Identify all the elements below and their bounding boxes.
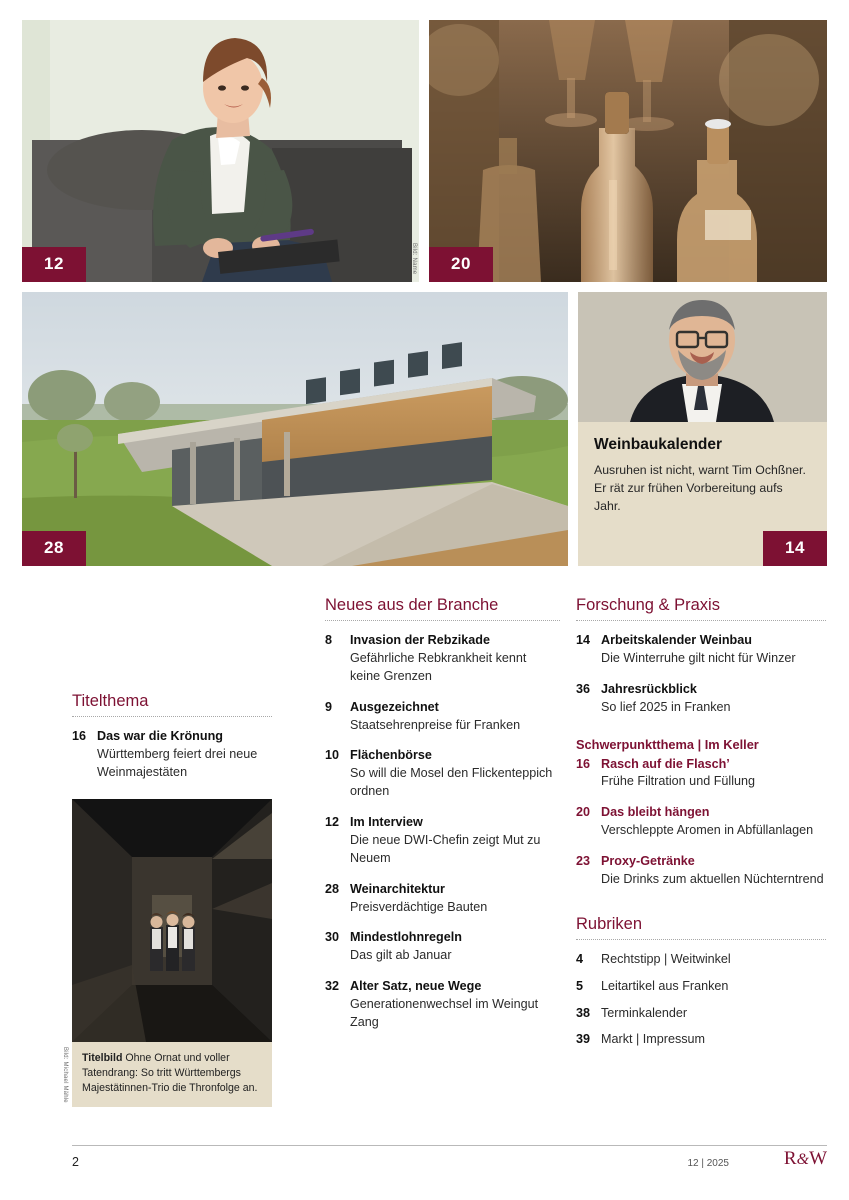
entry-page: 32	[325, 979, 340, 994]
ochsner-portrait-graphic	[578, 292, 827, 422]
entry-title: Ausgezeichnet	[350, 699, 439, 714]
entry-text	[601, 804, 826, 840]
entry-subtitle: Frühe Filtration und Füllung	[601, 774, 756, 789]
toc-entry[interactable]	[576, 632, 826, 668]
interview-photo[interactable]	[22, 20, 419, 282]
entry-text	[350, 632, 560, 686]
cover-caption	[72, 1042, 272, 1107]
page-flag-28[interactable]: 28	[22, 531, 86, 566]
toc-entry[interactable]	[576, 951, 826, 969]
photo-credit-interview: Bild: Name	[411, 242, 417, 274]
divider-rubriken	[576, 939, 826, 940]
entry-text	[601, 853, 826, 889]
entry-page: 16	[576, 756, 591, 771]
cover-image	[72, 799, 272, 1042]
toc-entry[interactable]	[72, 728, 272, 782]
entry-page: 23	[576, 854, 591, 868]
ochsner-portrait	[578, 292, 827, 422]
entry-page: 36	[576, 681, 591, 696]
section-heading-branche: Neues aus der Branche	[325, 596, 499, 614]
entry-text	[601, 1031, 826, 1049]
page-flag-12[interactable]: 12	[22, 247, 86, 282]
subheading-schwerpunktthema: Schwerpunktthema | Im Keller	[576, 736, 759, 752]
entry-text	[350, 814, 560, 868]
entry-subtitle: Verschleppte Aromen in Abfüllanlagen	[601, 823, 814, 838]
entry-title: Das war die Krönung	[97, 729, 223, 743]
entry-title: Im Interview	[350, 815, 423, 829]
toc-entry[interactable]	[576, 853, 826, 889]
entry-subtitle: Württemberg feiert drei neue Weinmajestäten	[97, 746, 258, 779]
weinbaukalender-teaser[interactable]	[578, 292, 827, 566]
entry-page: 9	[325, 699, 333, 714]
entry-subtitle: Generationenwechsel im Weingut Zang	[350, 997, 539, 1029]
keller-photo-graphic	[429, 20, 827, 282]
cover-image-graphic	[72, 799, 272, 1042]
entry-text	[601, 1005, 826, 1023]
toc-entry[interactable]	[325, 632, 560, 686]
entry-subtitle: Gefährliche Rebkrankheit kennt keine Grenzen	[350, 650, 527, 683]
entry-text	[601, 756, 826, 792]
entry-page: 20	[576, 805, 591, 820]
entry-text	[350, 699, 560, 735]
toc-entry[interactable]	[325, 881, 560, 917]
toc-entry[interactable]	[576, 681, 826, 717]
entry-page: 16	[72, 729, 87, 743]
second-image-row	[22, 292, 827, 566]
section-heading-rubriken: Rubriken	[576, 914, 643, 933]
entry-page: 14	[576, 633, 591, 647]
toc-entry[interactable]	[576, 804, 826, 840]
column-branche	[325, 596, 560, 1045]
entry-page: 28	[325, 881, 340, 896]
entry-title: Weinarchitektur	[350, 881, 445, 896]
entry-text	[350, 747, 560, 801]
footer-page-number: 2	[72, 1155, 79, 1169]
entry-page: 12	[325, 815, 340, 829]
kalender-title: Weinbaukalender	[594, 436, 723, 453]
entry-title: Mindestlohnregeln	[350, 930, 462, 945]
entry-subtitle: Preisverdächtige Bauten	[350, 899, 488, 914]
keller-photo[interactable]	[429, 20, 827, 282]
architecture-photo-graphic	[22, 292, 568, 566]
toc-entry[interactable]	[325, 747, 560, 801]
entry-subtitle: Die Winterruhe gilt nicht für Winzer	[601, 650, 796, 665]
entry-title: Markt | Impressum	[601, 1032, 706, 1047]
entry-subtitle: Staatsehrenpreise für Franken	[350, 717, 521, 732]
footer-issue: 12 | 2025	[687, 1158, 729, 1169]
column-forschung	[576, 596, 826, 1058]
logo-letter-right: W	[809, 1148, 827, 1169]
toc-entry[interactable]	[325, 699, 560, 735]
page-flag-14[interactable]: 14	[763, 531, 827, 566]
architecture-photo[interactable]	[22, 292, 568, 566]
entry-text	[601, 632, 826, 668]
cover-caption-text: Ohne Ornat und voller Tatendrang: So tritt Württembergs Majestätinnen-Trio die Thronfolge an.	[82, 1051, 258, 1094]
kalender-body: Ausruhen ist nicht, warnt Tim Ochßner. Er rät zur frühen Vorbereitung aufs Jahr.	[594, 463, 806, 514]
entry-title: Rasch auf die Flasch’	[601, 756, 730, 771]
entry-text	[350, 978, 560, 1032]
entry-page: 8	[325, 633, 333, 647]
cover-credit: Bild: Michael Mähle	[62, 1046, 68, 1103]
entry-subtitle: Das gilt ab Januar	[350, 948, 452, 963]
entry-subtitle: So lief 2025 in Franken	[601, 699, 731, 714]
divider-branche	[325, 620, 560, 621]
toc-entry[interactable]	[576, 756, 826, 792]
toc-entry[interactable]	[325, 929, 560, 965]
top-image-row	[22, 20, 827, 282]
entry-title: Das bleibt hängen	[601, 805, 710, 820]
entry-text	[601, 978, 826, 996]
entry-page: 10	[325, 748, 340, 763]
entry-subtitle: Die neue DWI-Chefin zeigt Mut zu Neuem	[350, 832, 541, 865]
entry-text	[350, 929, 560, 965]
kalender-text-block	[578, 422, 827, 516]
section-heading-forschung: Forschung & Praxis	[576, 596, 720, 614]
toc-entry[interactable]	[576, 1005, 826, 1023]
cover-caption-label: Titelbild	[82, 1051, 123, 1064]
logo-letter-left: R	[783, 1148, 797, 1169]
divider-titelthema	[72, 716, 272, 717]
entry-title: Alter Satz, neue Wege	[350, 979, 482, 994]
entry-subtitle: Die Drinks zum aktuellen Nüchterntrend	[601, 871, 824, 886]
entry-page: 5	[576, 978, 584, 993]
section-heading-titelthema: Titelthema	[72, 692, 149, 710]
entry-title: Flächenbörse	[350, 748, 432, 763]
toc-entry[interactable]	[576, 1031, 826, 1049]
entry-page: 39	[576, 1032, 591, 1047]
entry-subtitle: So will die Mosel den Flickenteppich ordnen	[350, 766, 553, 799]
entry-title: Rechtstipp | Weitwinkel	[601, 951, 731, 966]
entry-text	[97, 728, 272, 782]
page-flag-20[interactable]: 20	[429, 247, 493, 282]
interview-photo-graphic	[22, 20, 419, 282]
toc-entry[interactable]	[325, 814, 560, 868]
entry-title: Jahresrückblick	[601, 681, 697, 696]
rubriken-block	[576, 915, 826, 1050]
entry-page: 4	[576, 951, 584, 966]
cover-figure[interactable]	[62, 799, 272, 1107]
entry-text	[350, 881, 560, 917]
toc-entry[interactable]	[325, 978, 560, 1032]
entry-title: Invasion der Rebzikade	[350, 633, 490, 647]
entry-title: Terminkalender	[601, 1005, 688, 1020]
publication-logo	[784, 1148, 827, 1170]
column-titelthema	[62, 692, 272, 1107]
logo-ampersand: &	[796, 1151, 810, 1168]
entry-page: 38	[576, 1005, 591, 1020]
entry-title: Arbeitskalender Weinbau	[601, 633, 752, 647]
toc-entry[interactable]	[576, 978, 826, 996]
entry-text	[601, 681, 826, 717]
footer-divider	[72, 1145, 827, 1146]
entry-title: Proxy-Getränke	[601, 854, 695, 868]
divider-forschung	[576, 620, 826, 621]
entry-page: 30	[325, 930, 340, 945]
entry-title: Leitartikel aus Franken	[601, 978, 729, 993]
entry-text	[601, 951, 826, 969]
